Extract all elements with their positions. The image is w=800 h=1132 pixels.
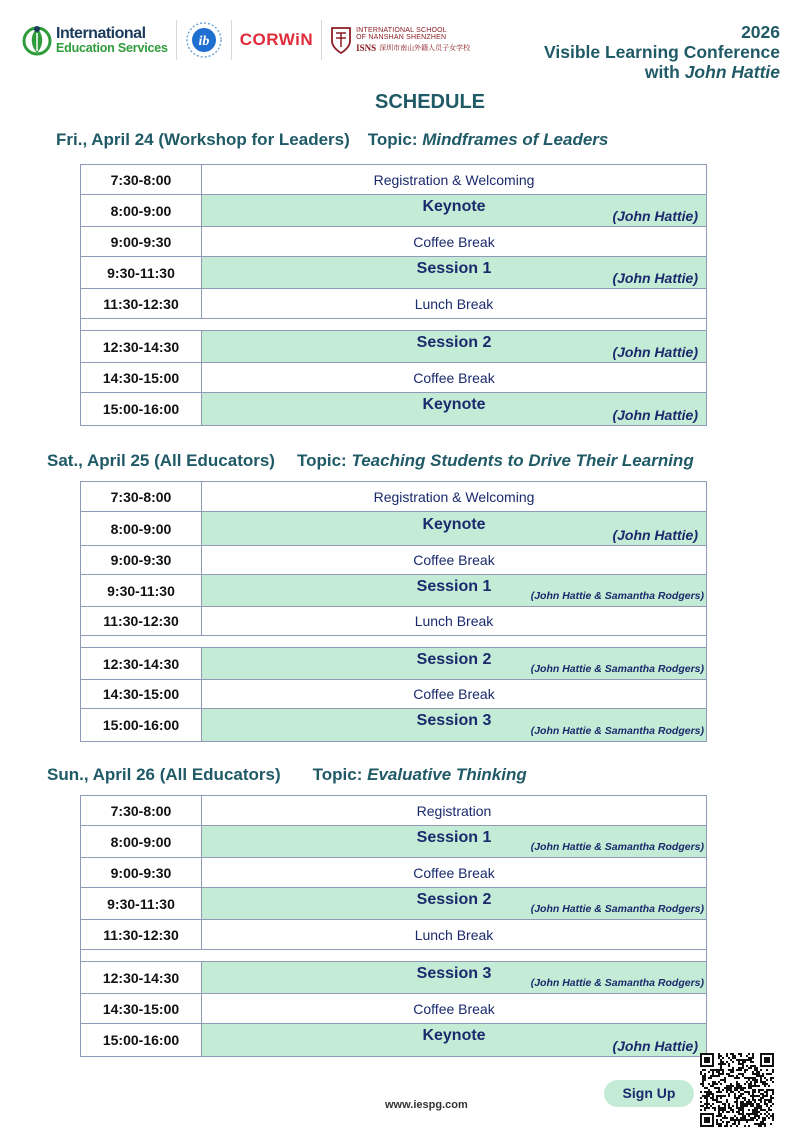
- table-row: [81, 393, 707, 426]
- topic-label: Topic:: [296, 451, 347, 470]
- speaker-name: (John Hattie & Samantha Rodgers): [530, 841, 704, 853]
- schedule-heading: SCHEDULE: [374, 91, 485, 113]
- isns-crest-icon: [330, 25, 352, 55]
- time-cell: 9:00-9:30: [81, 858, 202, 888]
- ies-logo: [22, 23, 168, 57]
- table-row: [81, 512, 707, 546]
- speaker-name: (John Hattie): [612, 270, 698, 286]
- session-cell: [202, 1024, 707, 1057]
- time-cell: 9:30-11:30: [81, 575, 202, 607]
- gap-cell: [81, 950, 707, 962]
- activity-title: Keynote: [422, 396, 486, 413]
- conference-title: [544, 22, 780, 82]
- schedule-table-fri: [80, 164, 707, 426]
- conference-with: with: [644, 62, 680, 82]
- topic-label: Topic:: [367, 130, 418, 149]
- footer-website-link[interactable]: www.iespg.com: [385, 1099, 468, 1111]
- time-cell: 11:30-12:30: [81, 607, 202, 636]
- time-cell: 14:30-15:00: [81, 363, 202, 393]
- time-cell: 12:30-14:30: [81, 331, 202, 363]
- schedule-table-sun: [80, 795, 707, 1057]
- activity-title: Session 2: [416, 650, 492, 668]
- session-cell: [202, 888, 707, 920]
- table-row: [81, 709, 707, 742]
- time-cell: 15:00-16:00: [81, 1024, 202, 1057]
- table-row: [81, 648, 707, 680]
- speaker-name: (John Hattie & Samantha Rodgers): [530, 903, 704, 915]
- activity-title: Coffee Break: [413, 552, 495, 568]
- schedule-table-sat: [80, 481, 707, 742]
- activity-cell: [202, 920, 707, 950]
- activity-title: Session 3: [416, 712, 492, 729]
- activity-cell: [202, 482, 707, 512]
- isns-name-line2: OF NANSHAN SHENZHEN: [356, 34, 447, 42]
- time-cell: 7:30-8:00: [81, 796, 202, 826]
- speaker-name: (John Hattie): [612, 407, 698, 423]
- topic-label: Topic:: [312, 765, 363, 784]
- table-gap-row: [81, 319, 707, 331]
- gap-cell: [81, 319, 707, 331]
- session-cell: [202, 257, 707, 289]
- table-row: [81, 227, 707, 257]
- activity-title: Coffee Break: [413, 1000, 495, 1017]
- activity-cell: [202, 546, 707, 575]
- speaker-name: (John Hattie): [612, 527, 698, 543]
- speaker-name: (John Hattie & Samantha Rodgers): [530, 725, 704, 737]
- table-row: [81, 331, 707, 363]
- activity-title: Registration & Welcoming: [373, 488, 535, 505]
- table-row: [81, 257, 707, 289]
- activity-title: Session 2: [416, 333, 492, 351]
- activity-title: Registration: [416, 802, 492, 819]
- session-cell: [202, 331, 707, 363]
- day-heading-fri: [56, 130, 608, 150]
- gap-cell: [81, 636, 707, 648]
- session-cell: [202, 195, 707, 227]
- activity-title: Lunch Break: [414, 926, 494, 943]
- speaker-name: (John Hattie): [612, 208, 698, 224]
- table-gap-row: [81, 950, 707, 962]
- ies-leaf-icon: [22, 23, 52, 57]
- time-cell: 8:00-9:00: [81, 512, 202, 546]
- session-cell: [202, 826, 707, 858]
- table-row: [81, 826, 707, 858]
- ib-logo-icon: [185, 21, 223, 59]
- activity-title: Session 1: [416, 828, 492, 846]
- day-label: Sun., April 26 (All Educators): [47, 765, 281, 784]
- activity-cell: [202, 796, 707, 826]
- table-row: [81, 858, 707, 888]
- activity-cell: [202, 858, 707, 888]
- table-row: [81, 165, 707, 195]
- day-label: Sat., April 25 (All Educators): [47, 451, 275, 470]
- time-cell: 7:30-8:00: [81, 165, 202, 195]
- activity-cell: [202, 289, 707, 319]
- logo-bar: [22, 18, 470, 62]
- table-row: [81, 796, 707, 826]
- table-row: [81, 607, 707, 636]
- logo-divider: [321, 20, 322, 60]
- time-cell: 9:30-11:30: [81, 888, 202, 920]
- table-row: [81, 888, 707, 920]
- ies-name-line2: Education Services: [56, 40, 168, 55]
- activity-title: Coffee Break: [413, 369, 495, 386]
- activity-cell: [202, 227, 707, 257]
- table-row: [81, 546, 707, 575]
- activity-title: Keynote: [422, 1027, 486, 1044]
- session-cell: [202, 962, 707, 994]
- topic-title: Teaching Students to Drive Their Learning: [351, 451, 694, 470]
- sign-up-button[interactable]: Sign Up: [604, 1080, 694, 1107]
- speaker-name: (John Hattie & Samantha Rodgers): [530, 977, 704, 989]
- time-cell: 9:00-9:30: [81, 227, 202, 257]
- table-row: [81, 680, 707, 709]
- activity-title: Coffee Break: [413, 864, 495, 881]
- isns-chinese-name: 深圳市南山外籍人员子女学校: [379, 44, 471, 52]
- activity-title: Lunch Break: [414, 295, 494, 312]
- table-row: [81, 575, 707, 607]
- table-row: [81, 289, 707, 319]
- day-heading-sun: [47, 765, 527, 785]
- svg-text:ib: ib: [198, 34, 210, 49]
- time-cell: 14:30-15:00: [81, 994, 202, 1024]
- activity-title: Keynote: [422, 515, 486, 533]
- table-row: [81, 994, 707, 1024]
- time-cell: 12:30-14:30: [81, 648, 202, 680]
- activity-cell: [202, 607, 707, 636]
- time-cell: 8:00-9:00: [81, 195, 202, 227]
- conference-name: Visible Learning Conference: [544, 42, 780, 62]
- topic-title: Evaluative Thinking: [367, 765, 527, 784]
- speaker-name: (John Hattie): [612, 1038, 698, 1054]
- activity-title: Session 1: [416, 577, 492, 595]
- ies-name-line1: International: [56, 24, 146, 42]
- time-cell: 11:30-12:30: [81, 920, 202, 950]
- activity-title: Session 1: [416, 259, 492, 277]
- speaker-name: (John Hattie & Samantha Rodgers): [530, 663, 704, 675]
- activity-title: Registration & Welcoming: [373, 171, 535, 188]
- table-row: [81, 195, 707, 227]
- activity-cell: [202, 165, 707, 195]
- activity-title: Lunch Break: [414, 613, 494, 629]
- activity-cell: [202, 680, 707, 709]
- activity-title: Coffee Break: [413, 686, 495, 702]
- time-cell: 14:30-15:00: [81, 680, 202, 709]
- table-gap-row: [81, 636, 707, 648]
- session-cell: [202, 393, 707, 426]
- time-cell: 11:30-12:30: [81, 289, 202, 319]
- table-row: [81, 363, 707, 393]
- logo-divider: [231, 20, 232, 60]
- corwin-logo: CORWiN: [239, 30, 314, 49]
- isns-name-line1: INTERNATIONAL SCHOOL: [356, 26, 447, 34]
- session-cell: [202, 575, 707, 607]
- table-row: [81, 920, 707, 950]
- time-cell: 9:30-11:30: [81, 257, 202, 289]
- time-cell: 12:30-14:30: [81, 962, 202, 994]
- logo-divider: [176, 20, 177, 60]
- topic-title: Mindframes of Leaders: [422, 130, 609, 149]
- activity-title: Coffee Break: [413, 233, 495, 250]
- time-cell: 8:00-9:00: [81, 826, 202, 858]
- day-label: Fri., April 24 (Workshop for Leaders): [56, 130, 350, 149]
- conference-speaker: John Hattie: [684, 62, 780, 82]
- time-cell: 7:30-8:00: [81, 482, 202, 512]
- time-cell: 15:00-16:00: [81, 393, 202, 426]
- time-cell: 9:00-9:30: [81, 546, 202, 575]
- isns-logo: [330, 25, 470, 55]
- isns-abbr: ISNS: [356, 42, 377, 53]
- activity-cell: [202, 994, 707, 1024]
- day-heading-sat: [47, 451, 694, 471]
- session-cell: [202, 512, 707, 546]
- activity-title: Session 2: [416, 890, 492, 908]
- activity-title: Session 3: [416, 964, 492, 982]
- activity-cell: [202, 363, 707, 393]
- session-cell: [202, 648, 707, 680]
- speaker-name: (John Hattie): [612, 344, 698, 360]
- qr-code-icon[interactable]: [700, 1053, 774, 1127]
- activity-title: Keynote: [422, 197, 486, 215]
- time-cell: 15:00-16:00: [81, 709, 202, 742]
- speaker-name: (John Hattie & Samantha Rodgers): [530, 590, 704, 602]
- table-row: [81, 962, 707, 994]
- conference-year: 2026: [741, 22, 780, 42]
- table-row: [81, 482, 707, 512]
- table-row: [81, 1024, 707, 1057]
- session-cell: [202, 709, 707, 742]
- conference-with-line: [544, 62, 780, 82]
